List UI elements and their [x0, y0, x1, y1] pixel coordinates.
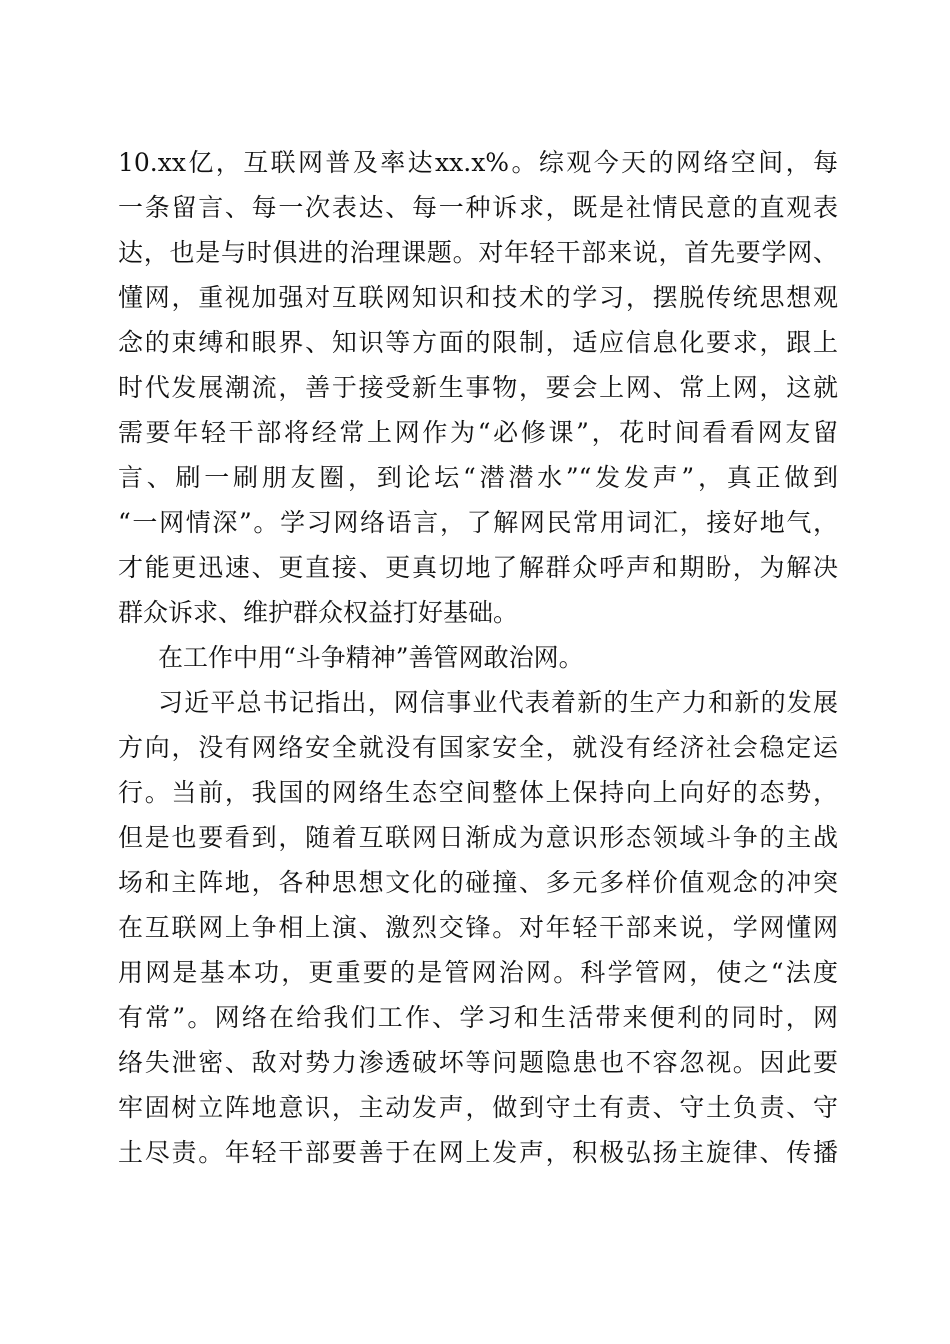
- text-line: 时代发展潮流，善于接受新生事物，要会上网、常上网，这就: [118, 373, 838, 402]
- paragraph-end-line: 群众诉求、维护群众权益打好基础。: [118, 598, 519, 627]
- text-line: 牢固树立阵地意识，主动发声，做到守土有责、守土负责、守: [118, 1093, 838, 1122]
- text-line: 才能更迅速、更直接、更真切地了解群众呼声和期盼，为解决: [118, 553, 838, 582]
- text-line: 络失泄密、敌对势力渗透破坏等问题隐患也不容忽视。因此要: [118, 1048, 838, 1077]
- text-line: 懂网，重视加强对互联网知识和技术的学习，摆脱传统思想观: [118, 283, 838, 312]
- text-line: 土尽责。年轻干部要善于在网上发声，积极弘扬主旋律、传播: [118, 1138, 838, 1167]
- text-line: 但是也要看到，随着互联网日渐成为意识形态领域斗争的主战: [118, 823, 838, 852]
- text-line: 场和主阵地，各种思想文化的碰撞、多元多样价值观念的冲突: [118, 868, 838, 897]
- text-line: 在互联网上争相上演、激烈交锋。对年轻干部来说，学网懂网: [118, 913, 838, 942]
- text-line: 行。当前，我国的网络生态空间整体上保持向上向好的态势，: [118, 778, 838, 807]
- text-line: 方向，没有网络安全就没有国家安全，就没有经济社会稳定运: [118, 733, 838, 762]
- text-line: 言、刷一刷朋友圈，到论坛“潜潜水”“发发声”，真正做到: [118, 463, 838, 492]
- text-line: 用网是基本功，更重要的是管网治网。科学管网，使之“法度: [118, 958, 838, 987]
- section-heading: 在工作中用“斗争精神”善管网敢治网。: [158, 643, 584, 672]
- text-line: 10.xx亿，互联网普及率达xx.x%。综观今天的网络空间，每: [118, 148, 838, 177]
- text-line: 念的束缚和眼界、知识等方面的限制，适应信息化要求，跟上: [118, 328, 838, 357]
- text-line: 达，也是与时俱进的治理课题。对年轻干部来说，首先要学网、: [118, 238, 838, 267]
- body-text: [118, 140, 838, 1175]
- text-line: 需要年轻干部将经常上网作为“必修课”，花时间看看网友留: [118, 418, 838, 447]
- text-line: 有常”。网络在给我们工作、学习和生活带来便利的同时，网: [118, 1003, 838, 1032]
- paragraph-first-line: 习近平总书记指出，网信事业代表着新的生产力和新的发展: [158, 688, 838, 717]
- text-line: “一网情深”。学习网络语言，了解网民常用词汇，接好地气，: [118, 508, 838, 537]
- text-line: 一条留言、每一次表达、每一种诉求，既是社情民意的直观表: [118, 193, 838, 222]
